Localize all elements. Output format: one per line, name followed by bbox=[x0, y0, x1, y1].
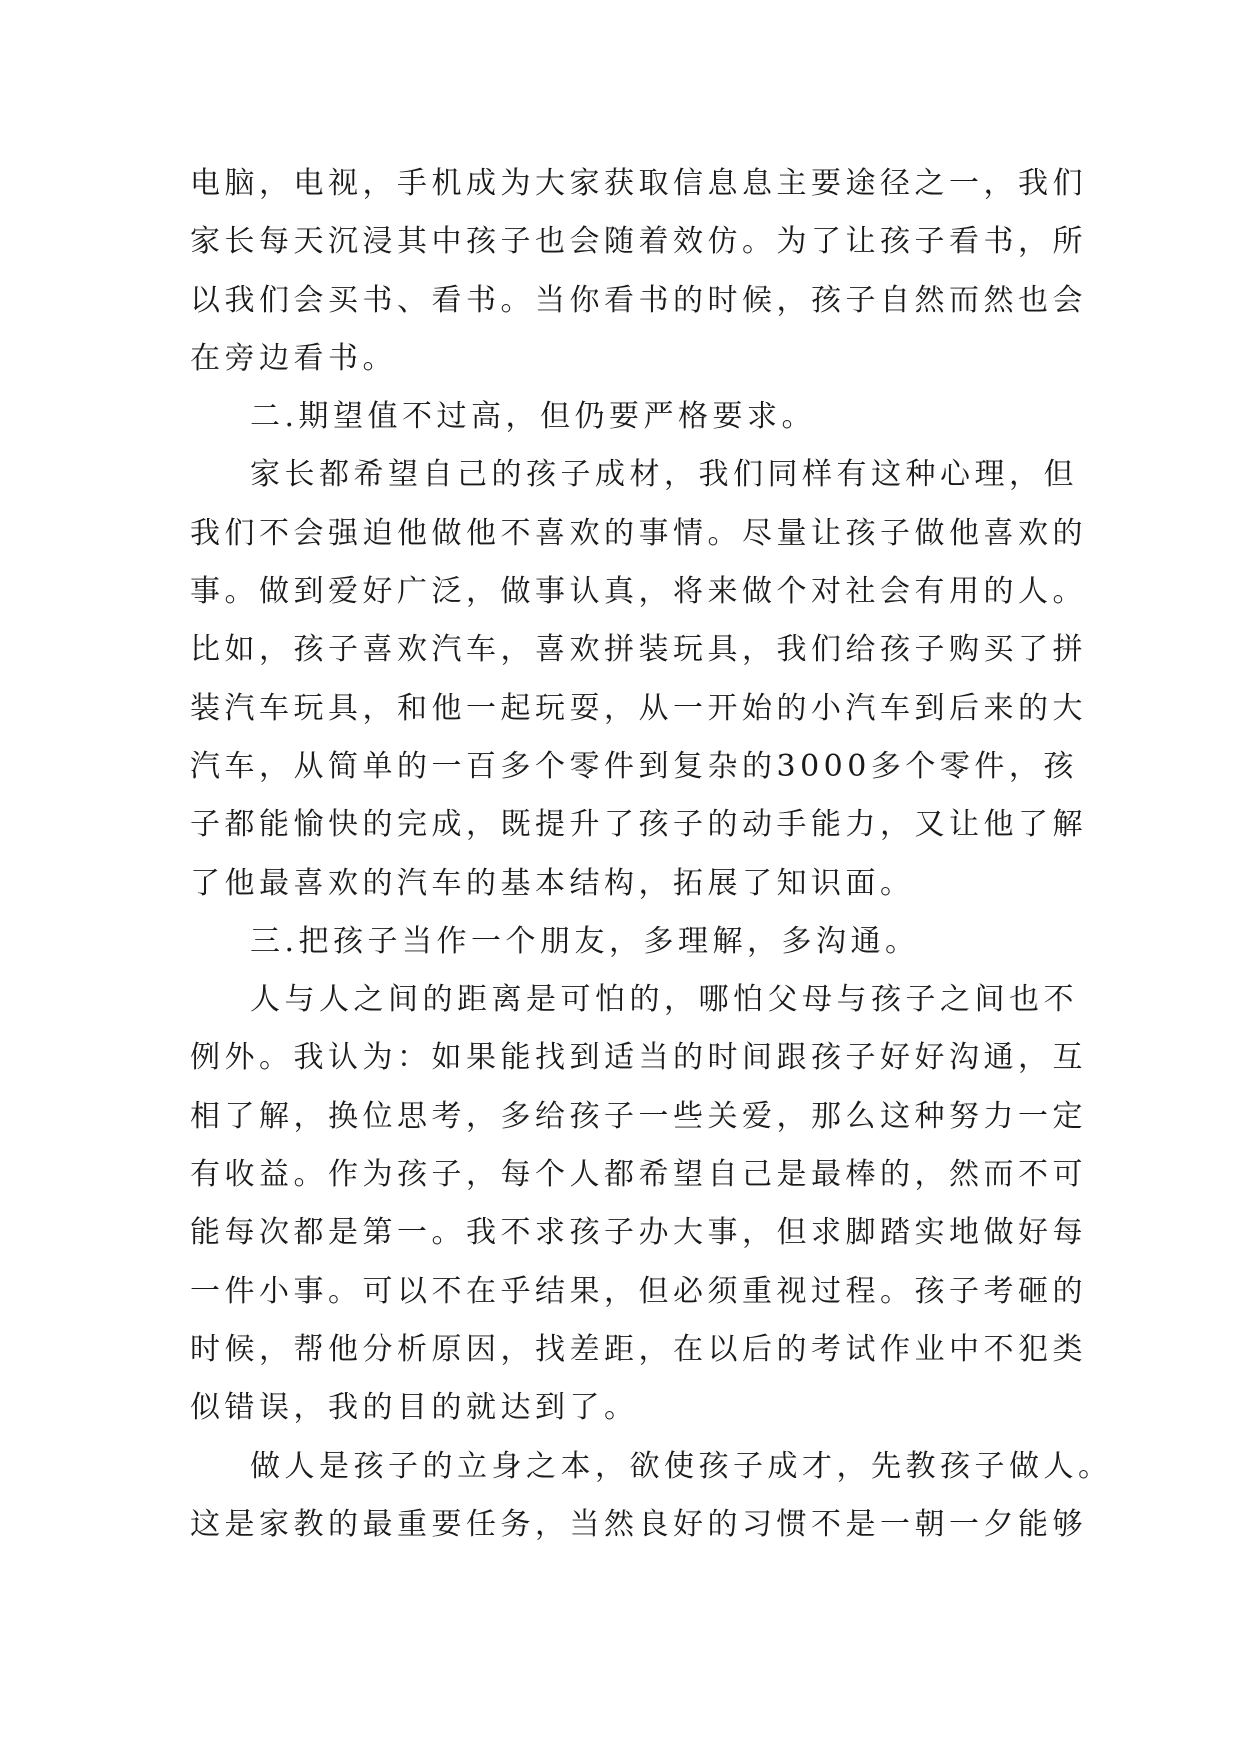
paragraph bbox=[190, 971, 1087, 1437]
paragraph bbox=[190, 1438, 1113, 1555]
document-body bbox=[190, 155, 1113, 1554]
text-line: 二.期望值不过高，但仍要严格要求。 bbox=[250, 399, 817, 435]
text-line: 了他最喜欢的汽车的基本结构，拓展了知识面。 bbox=[190, 865, 915, 901]
text-line: 三.把孩子当作一个朋友，多理解，多沟通。 bbox=[250, 923, 920, 959]
text-line: 比如，孩子喜欢汽车，喜欢拼装玩具，我们给孩子购买了拼 bbox=[190, 632, 1087, 668]
section-heading-2 bbox=[190, 388, 1070, 446]
text-line: 子都能愉快的完成，既提升了孩子的动手能力，又让他了解 bbox=[190, 807, 1087, 843]
text-line: 以我们会买书、看书。当你看书的时候，孩子自然而然也会 bbox=[190, 282, 1087, 318]
section-heading-3 bbox=[190, 913, 1070, 971]
text-line: 家长每天沉浸其中孩子也会随着效仿。为了让孩子看书，所 bbox=[190, 224, 1087, 260]
text-line: 家长都希望自己的孩子成材，我们同样有这种心理，但 bbox=[250, 457, 1078, 493]
text-line: 汽车，从简单的一百多个零件到复杂的3000多个零件，孩 bbox=[190, 748, 1078, 784]
paragraph bbox=[190, 446, 1087, 912]
text-line: 时候，帮他分析原因，找差距，在以后的考试作业中不犯类 bbox=[190, 1331, 1087, 1367]
text-line: 我们不会强迫他做他不喜欢的事情。尽量让孩子做他喜欢的 bbox=[190, 515, 1087, 551]
text-line: 在旁边看书。 bbox=[190, 340, 397, 376]
text-line: 能每次都是第一。我不求孩子办大事，但求脚踏实地做好每 bbox=[190, 1215, 1087, 1251]
text-line: 一件小事。可以不在乎结果，但必须重视过程。孩子考砸的 bbox=[190, 1273, 1087, 1309]
paragraph bbox=[190, 155, 1087, 388]
text-line: 人与人之间的距离是可怕的，哪怕父母与孩子之间也不 bbox=[250, 982, 1078, 1018]
text-line: 这是家教的最重要任务，当然良好的习惯不是一朝一夕能够 bbox=[190, 1506, 1087, 1542]
text-line: 有收益。作为孩子，每个人都希望自己是最棒的，然而不可 bbox=[190, 1157, 1087, 1193]
text-line: 电脑，电视，手机成为大家获取信息息主要途径之一，我们 bbox=[190, 166, 1087, 201]
text-line: 例外。我认为：如果能找到适当的时间跟孩子好好沟通，互 bbox=[190, 1040, 1087, 1076]
text-line: 事。做到爱好广泛，做事认真，将来做个对社会有用的人。 bbox=[190, 574, 1087, 610]
text-line: 装汽车玩具，和他一起玩耍，从一开始的小汽车到后来的大 bbox=[190, 690, 1087, 726]
text-line: 似错误，我的目的就达到了。 bbox=[190, 1390, 639, 1426]
text-line: 做人是孩子的立身之本，欲使孩子成才，先教孩子做人。 bbox=[250, 1448, 1113, 1484]
text-line: 相了解，换位思考，多给孩子一些关爱，那么这种努力一定 bbox=[190, 1098, 1087, 1134]
